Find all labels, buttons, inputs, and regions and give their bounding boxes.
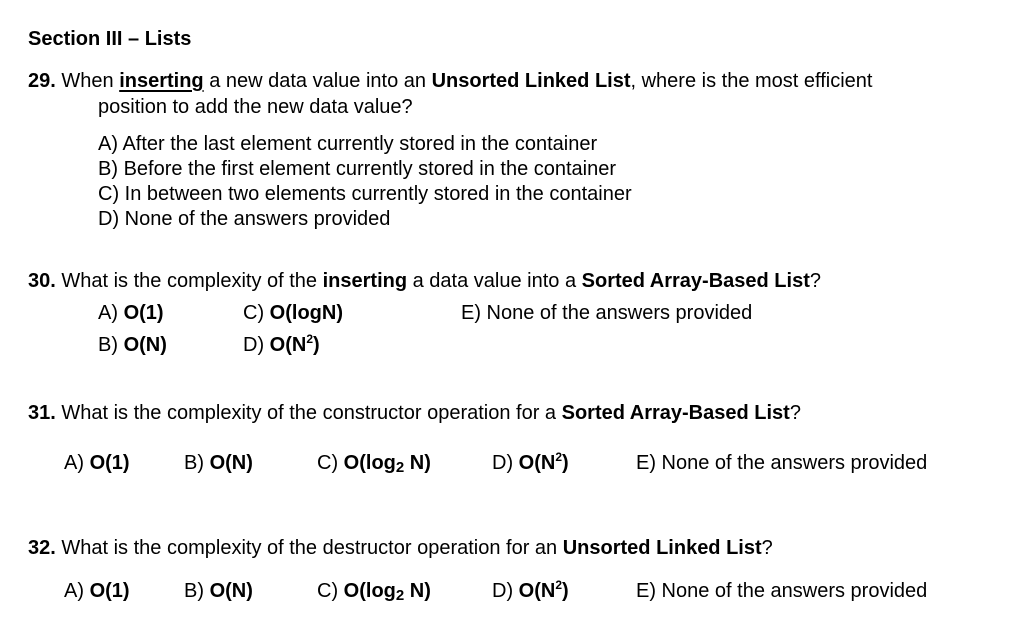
q31-text-2: ?: [789, 402, 801, 424]
q29-text-3: , where is the most efficient: [630, 70, 873, 92]
q31-option-b: [184, 451, 253, 475]
superscript: 2: [555, 450, 563, 464]
option-text-end: ): [562, 452, 569, 474]
option-letter: C): [317, 452, 339, 474]
q32-text-2: ?: [761, 537, 773, 559]
option-letter: A): [98, 302, 118, 324]
q30-text-2: a data value into a: [407, 270, 582, 292]
option-letter: A): [64, 580, 84, 602]
q32-option-b: [184, 579, 253, 603]
option-text: O(logN): [269, 302, 343, 324]
q30-text-1: What is the complexity of the: [61, 270, 323, 292]
option-text: O(log: [343, 580, 396, 602]
option-text: O(N): [123, 334, 167, 356]
option-letter: C): [243, 302, 265, 324]
option-text-end: N): [404, 580, 431, 602]
q31-option-a: [64, 451, 130, 475]
q32-keyword-list: Unsorted Linked List: [562, 537, 762, 559]
q30-option-d: [243, 333, 320, 359]
q29-option-c: [98, 182, 632, 206]
q31-keyword-list: Sorted Array-Based List: [561, 402, 790, 424]
option-text: O(N): [209, 452, 253, 474]
subscript: 2: [395, 587, 405, 604]
option-text: Before the first element currently stored in the container: [123, 158, 617, 180]
option-text: O(1): [89, 452, 130, 474]
q31-option-c: [317, 451, 431, 477]
question-30-line1: [28, 269, 821, 293]
q32-option-a: [64, 579, 130, 603]
question-number: 31.: [28, 402, 56, 424]
q32-option-c: [317, 579, 431, 605]
option-text: O(N): [209, 580, 253, 602]
q29-option-d: [98, 207, 390, 231]
option-letter: D): [243, 334, 265, 356]
option-letter: D): [492, 452, 514, 474]
option-text: O(1): [89, 580, 130, 602]
q30-option-b: [98, 333, 167, 357]
q30-keyword-inserting: inserting: [322, 270, 408, 292]
question-31-line1: [28, 401, 801, 425]
option-text: O(log: [343, 452, 396, 474]
option-letter: C): [98, 183, 120, 205]
q29-option-a: [98, 132, 597, 156]
option-text: In between two elements currently stored in the container: [124, 183, 632, 205]
q29-keyword-inserting: inserting: [119, 70, 204, 92]
q31-text-1: What is the complexity of the constructor operation for a: [61, 402, 562, 424]
q29-text-1: When: [61, 70, 120, 92]
option-letter: B): [184, 580, 204, 602]
option-letter: B): [184, 452, 204, 474]
option-text: None of the answers provided: [124, 208, 391, 230]
question-number: 32.: [28, 537, 56, 559]
option-text: O(N: [269, 334, 307, 356]
q30-keyword-list: Sorted Array-Based List: [581, 270, 810, 292]
superscript: 2: [306, 332, 314, 346]
q30-option-e: E) None of the answers provided: [461, 302, 753, 324]
q32-option-d: [492, 579, 569, 605]
question-29-line1: [28, 69, 872, 93]
option-letter: B): [98, 158, 118, 180]
option-text-end: ): [562, 580, 569, 602]
q30-option-a: [98, 301, 164, 325]
option-letter: A): [64, 452, 84, 474]
superscript: 2: [555, 578, 563, 592]
question-number: 29.: [28, 70, 56, 92]
q32-text-1: What is the complexity of the destructor operation for an: [61, 537, 563, 559]
section-title: Section III – Lists: [28, 28, 192, 50]
option-letter: A): [98, 133, 118, 155]
q29-option-b: [98, 157, 616, 181]
option-text-end: N): [404, 452, 431, 474]
option-text: O(N: [518, 580, 556, 602]
option-text: After the last element currently stored in the container: [122, 133, 598, 155]
question-29-line2: position to add the new data value?: [98, 96, 413, 118]
question-number: 30.: [28, 270, 56, 292]
option-text: O(N: [518, 452, 556, 474]
q29-text-2: a new data value into an: [203, 70, 432, 92]
option-letter: B): [98, 334, 118, 356]
q32-option-e: E) None of the answers provided: [636, 580, 928, 602]
option-letter: D): [98, 208, 120, 230]
q31-option-d: [492, 451, 569, 477]
option-text: O(1): [123, 302, 164, 324]
option-text-end: ): [313, 334, 320, 356]
option-letter: D): [492, 580, 514, 602]
q29-keyword-list: Unsorted Linked List: [431, 70, 631, 92]
question-32-line1: [28, 536, 773, 560]
q30-text-3: ?: [809, 270, 821, 292]
subscript: 2: [395, 459, 405, 476]
option-letter: C): [317, 580, 339, 602]
q30-option-c: [243, 301, 343, 325]
q31-option-e: E) None of the answers provided: [636, 452, 928, 474]
